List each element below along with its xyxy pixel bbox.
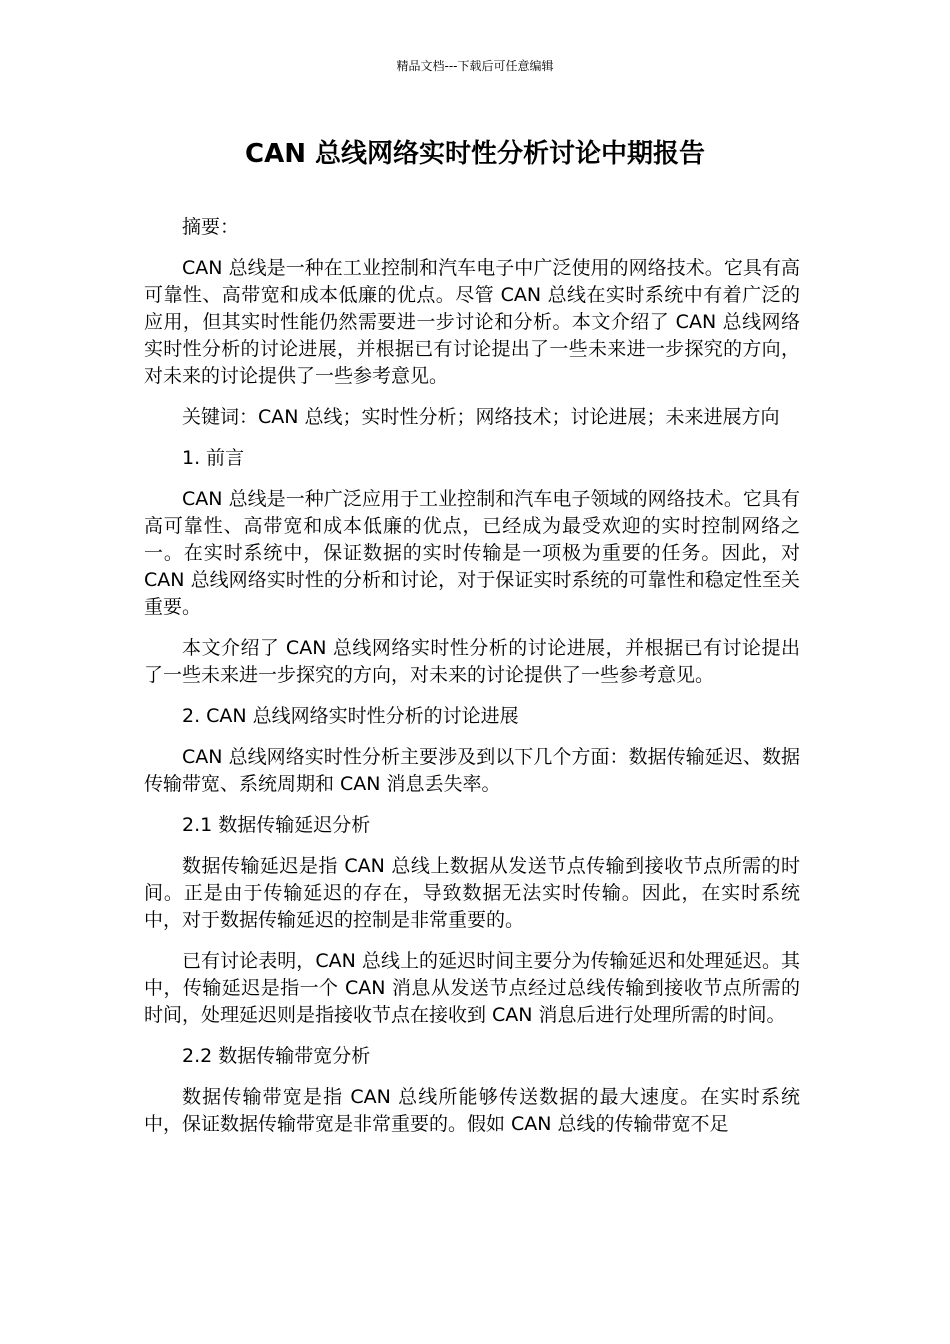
- section-heading-progress: 2. CAN 总线网络实时性分析的讨论进展: [182, 705, 519, 727]
- document-title: CAN 总线网络实时性分析讨论中期报告: [244, 139, 705, 169]
- body-paragraph: CAN 总线是一种广泛应用于工业控制和汽车电子领域的网络技术。它具有高可靠性、高带宽和成本低廉的优点，已经成为最受欢迎的实时控制网络之一。在实时系统中，保证数据的实时传输是一项极为重要的任务。因此，对 CAN 总线网络实时性的分析和讨论，对于保证实时系统的可靠性和稳定性至关重要。: [144, 488, 800, 618]
- body-paragraph: CAN 总线网络实时性分析主要涉及到以下几个方面：数据传输延迟、数据传输带宽、系统周期和 CAN 消息丢失率。: [144, 746, 800, 795]
- body-paragraph: 数据传输带宽是指 CAN 总线所能够传送数据的最大速度。在实时系统中，保证数据传输带宽是非常重要的。假如 CAN 总线的传输带宽不足: [144, 1086, 800, 1135]
- subsection-heading-delay: 2.1 数据传输延迟分析: [182, 814, 371, 836]
- body-paragraph: 已有讨论表明，CAN 总线上的延迟时间主要分为传输延迟和处理延迟。其中，传输延迟是指一个 CAN 消息从发送节点经过总线传输到接收节点所需的时间，处理延迟则是指接收节点在接收到 CAN 消息后进行处理所需的时间。: [144, 950, 800, 1026]
- abstract-paragraph: CAN 总线是一种在工业控制和汽车电子中广泛使用的网络技术。它具有高可靠性、高带宽和成本低廉的优点。尽管 CAN 总线在实时系统中有着广泛的应用，但其实时性能仍然需要进一步讨论和分析。本文介绍了 CAN 总线网络实时性分析的讨论进展，并根据已有讨论提出了一些未来进一步探究的方向，对未来的讨论提供了一些参考意见。: [144, 257, 800, 387]
- keywords-paragraph: 关键词：CAN 总线；实时性分析；网络技术；讨论进展；未来进展方向: [182, 406, 780, 428]
- body-paragraph: 数据传输延迟是指 CAN 总线上数据从发送节点传输到接收节点所需的时间。正是由于传输延迟的存在，导致数据无法实时传输。因此，在实时系统中，对于数据传输延迟的控制是非常重要的。: [144, 855, 800, 931]
- abstract-heading: 摘要：: [182, 216, 240, 238]
- section-heading-preface: 1. 前言: [182, 447, 245, 469]
- header-note: 精品文档---下载后可任意编辑: [396, 59, 554, 73]
- subsection-heading-bandwidth: 2.2 数据传输带宽分析: [182, 1045, 371, 1067]
- document-body: [144, 214, 800, 1152]
- body-paragraph: 本文介绍了 CAN 总线网络实时性分析的讨论进展，并根据已有讨论提出了一些未来进一步探究的方向，对未来的讨论提供了一些参考意见。: [144, 637, 800, 686]
